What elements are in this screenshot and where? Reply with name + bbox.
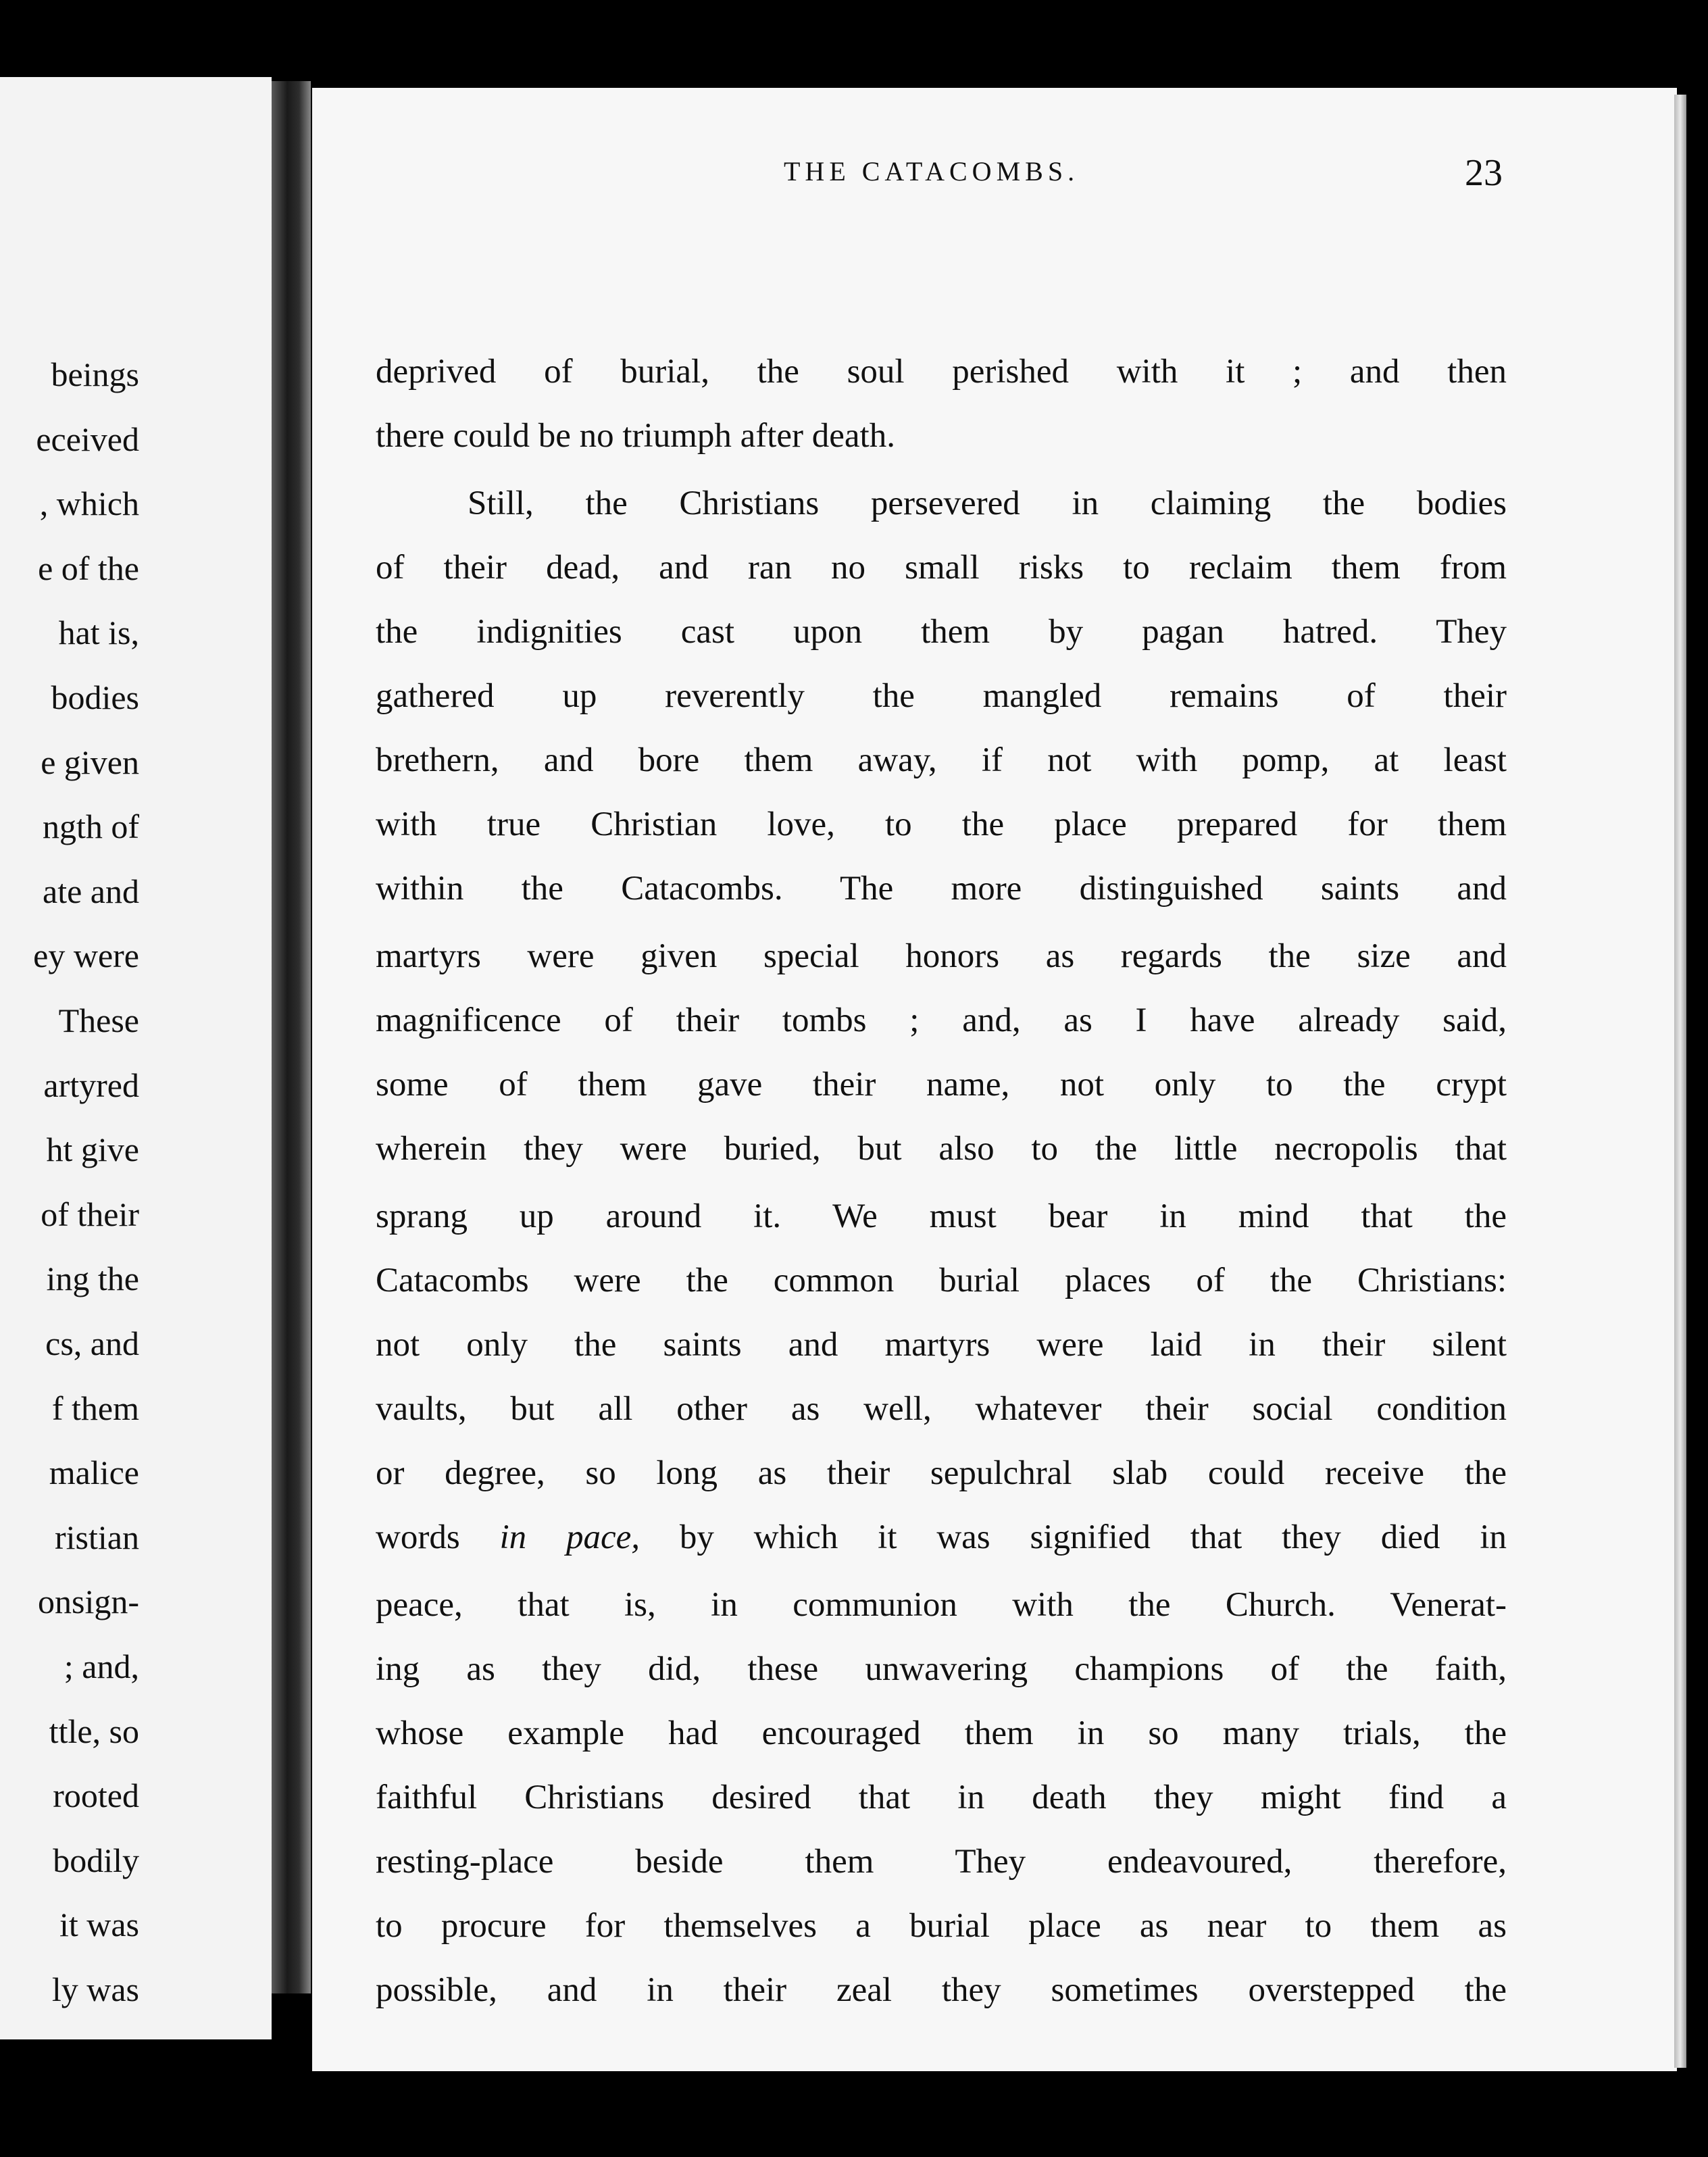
text-line: there could be no triumph after death. bbox=[376, 417, 895, 455]
text-fragment: by which it was signified that they died in bbox=[679, 1518, 1507, 1556]
fragment-line: ; and, bbox=[64, 1647, 139, 1685]
fragment-line: ht give bbox=[46, 1131, 139, 1169]
fragment-line: hat is, bbox=[58, 614, 139, 652]
running-head: THE CATACOMBS. bbox=[784, 156, 1080, 187]
fragment-line: of their bbox=[41, 1195, 139, 1233]
text-line: faithful Christians desired that in death they might find a bbox=[376, 1779, 1507, 1816]
text-line: vaults, but all other as well, whatever their social condition bbox=[376, 1390, 1507, 1428]
fragment-line: bodily bbox=[53, 1841, 139, 1879]
fragment-line: , which bbox=[39, 485, 139, 523]
latin-phrase: in pace, bbox=[499, 1518, 640, 1556]
text-line: brethern, and bore them away, if not with pomp, at least bbox=[376, 741, 1507, 779]
fragment-line: cs, and bbox=[45, 1324, 139, 1362]
fragment-line: artyred bbox=[43, 1066, 139, 1104]
fragment-line: rooted bbox=[53, 1777, 139, 1815]
text-line: to procure for themselves a burial place as near to them as bbox=[376, 1907, 1507, 1945]
fragment-line: e of the bbox=[38, 549, 139, 587]
fragment-line: onsign- bbox=[38, 1583, 139, 1621]
fragment-line: f them bbox=[51, 1389, 139, 1427]
text-line bbox=[376, 1517, 1507, 1558]
page-number: 23 bbox=[1465, 152, 1503, 194]
fragment-line: ttle, so bbox=[49, 1712, 139, 1750]
text-line: resting-place beside them They endeavoured, therefore, bbox=[376, 1843, 1507, 1881]
text-line: wherein they were buried, but also to the little necropolis that bbox=[376, 1130, 1507, 1168]
text-line: or degree, so long as their sepulchral slab could receive the bbox=[376, 1454, 1507, 1492]
fragment-line: ing the bbox=[46, 1260, 139, 1298]
text-line: Catacombs were the common burial places of the Christians: bbox=[376, 1262, 1507, 1299]
text-fragment: words bbox=[376, 1518, 460, 1556]
fragment-line: bodies bbox=[51, 678, 139, 716]
text-line: whose example had encouraged them in so many trials, the bbox=[376, 1714, 1507, 1752]
text-line: gathered up reverently the mangled remains of their bbox=[376, 677, 1507, 715]
previous-page-fragment bbox=[0, 77, 272, 2039]
text-line: within the Catacombs. The more distinguished saints and bbox=[376, 870, 1507, 908]
text-line: peace, that is, in communion with the Church. Venerat- bbox=[376, 1586, 1507, 1624]
text-line: deprived of burial, the soul perished with it ; and then bbox=[376, 353, 1507, 391]
fragment-line: eceived bbox=[36, 420, 139, 458]
fragment-line: ate and bbox=[43, 872, 139, 910]
text-line: some of them gave their name, not only to the crypt bbox=[376, 1066, 1507, 1104]
text-line: the indignities cast upon them by pagan hatred. They bbox=[376, 613, 1507, 651]
book-gutter bbox=[272, 81, 311, 1993]
fragment-line: ristian bbox=[55, 1518, 139, 1556]
fragment-line: ly was bbox=[51, 1970, 139, 2008]
text-line: ing as they did, these unwavering champions of the faith, bbox=[376, 1650, 1507, 1688]
fragment-line: ey were bbox=[33, 937, 139, 975]
text-line: of their dead, and ran no small risks to reclaim them from bbox=[376, 549, 1507, 587]
text-line: Still, the Christians persevered in claiming the bodies bbox=[468, 485, 1507, 522]
page-edge bbox=[1674, 95, 1686, 2068]
text-line: possible, and in their zeal they sometimes overstepped the bbox=[376, 1971, 1507, 2009]
fragment-line: ngth of bbox=[42, 808, 139, 846]
fragment-line: it was bbox=[59, 1906, 139, 1944]
fragment-line: beings bbox=[51, 355, 139, 393]
fragment-line: These bbox=[58, 1001, 139, 1039]
text-line: martyrs were given special honors as regards the size and bbox=[376, 937, 1507, 975]
text-line: sprang up around it. We must bear in mind that the bbox=[376, 1197, 1507, 1235]
text-line: with true Christian love, to the place prepared for them bbox=[376, 805, 1507, 843]
fragment-line: malice bbox=[49, 1454, 139, 1492]
text-line: not only the saints and martyrs were laid in their silent bbox=[376, 1326, 1507, 1364]
text-line: magnificence of their tombs ; and, as I have already said, bbox=[376, 1001, 1507, 1039]
fragment-line: e given bbox=[41, 743, 139, 781]
